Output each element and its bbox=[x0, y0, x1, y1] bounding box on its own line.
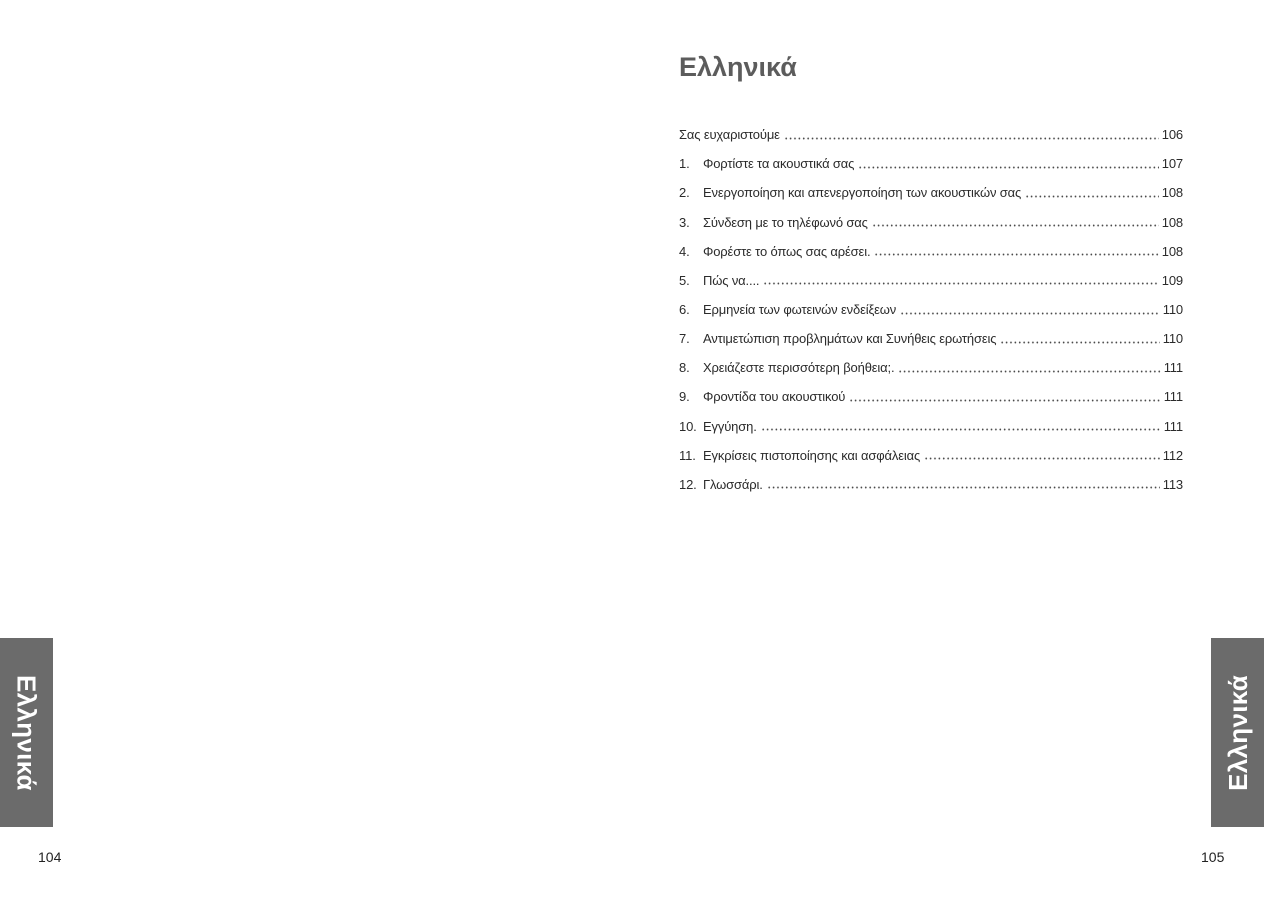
toc-number: 3. bbox=[679, 214, 690, 230]
toc-page-number: 107 bbox=[1161, 156, 1183, 172]
toc-dot-leader bbox=[924, 450, 1160, 460]
language-side-tab-right bbox=[1211, 638, 1264, 827]
toc-dot-leader bbox=[872, 217, 1159, 227]
toc-dot-leader bbox=[874, 246, 1158, 256]
toc-label: Εγκρίσεις πιστοποίησης και ασφάλειας bbox=[703, 447, 921, 463]
page-title: Ελληνικά bbox=[679, 52, 797, 82]
toc-label: Αντιμετώπιση προβλημάτων και Συνήθεις ερωτήσεις bbox=[703, 331, 997, 347]
toc-entry-4[interactable] bbox=[679, 237, 1183, 266]
toc-dot-leader bbox=[767, 479, 1160, 489]
toc-page-number: 109 bbox=[1161, 272, 1183, 288]
toc-entry-8[interactable] bbox=[679, 353, 1183, 382]
page-number-left: 104 bbox=[38, 849, 62, 865]
toc-label: Χρειάζεστε περισσότερη βοήθεια;. bbox=[703, 360, 895, 376]
toc-dot-leader bbox=[763, 275, 1158, 285]
toc-page-number: 106 bbox=[1161, 127, 1183, 143]
toc-number: 2. bbox=[679, 185, 690, 201]
toc-dot-leader bbox=[1025, 188, 1159, 198]
toc-number: 9. bbox=[679, 389, 690, 405]
toc-number: 12. bbox=[679, 476, 697, 492]
toc-dot-leader bbox=[900, 305, 1160, 315]
toc-page-number: 110 bbox=[1162, 331, 1183, 347]
toc-entry-9[interactable] bbox=[679, 382, 1183, 411]
toc-dot-leader bbox=[849, 392, 1160, 402]
toc-label: Ενεργοποίηση και απενεργοποίηση των ακουστικών σας bbox=[703, 185, 1022, 201]
toc-number: 7. bbox=[679, 331, 690, 347]
toc-page-number: 108 bbox=[1161, 243, 1183, 259]
toc-label: Εγγύηση. bbox=[703, 418, 757, 434]
toc-dot-leader bbox=[761, 421, 1161, 431]
toc-page-number: 111 bbox=[1163, 389, 1183, 405]
side-tab-label: Ελληνικά bbox=[11, 674, 42, 791]
toc-page-number: 112 bbox=[1162, 447, 1183, 463]
toc-number: 10. bbox=[679, 418, 697, 434]
toc-dot-leader bbox=[784, 130, 1159, 140]
toc-label: Φορέστε το όπως σας αρέσει. bbox=[703, 243, 871, 259]
toc-page-number: 110 bbox=[1162, 302, 1183, 318]
toc-page-number: 108 bbox=[1161, 185, 1183, 201]
toc-number: 11. bbox=[679, 447, 696, 463]
toc-dot-leader bbox=[898, 363, 1160, 373]
language-side-tab-left bbox=[0, 638, 53, 827]
page-number-right: 105 bbox=[1201, 849, 1225, 865]
toc-label: Φροντίδα του ακουστικού bbox=[703, 389, 846, 405]
toc-entry-11[interactable] bbox=[679, 441, 1183, 470]
toc-entry-3[interactable] bbox=[679, 207, 1183, 236]
toc-entry-7[interactable] bbox=[679, 324, 1183, 353]
toc-page-number: 108 bbox=[1161, 214, 1183, 230]
toc-number: 6. bbox=[679, 302, 690, 318]
toc-dot-leader bbox=[1000, 334, 1159, 344]
toc-label: Γλωσσάρι. bbox=[703, 476, 763, 492]
toc-label: Πώς να.... bbox=[703, 272, 760, 288]
table-of-contents bbox=[679, 120, 1183, 499]
toc-entry-thanks[interactable] bbox=[679, 120, 1183, 149]
toc-label: Σας ευχαριστούμε bbox=[679, 127, 780, 143]
toc-page-number: 111 bbox=[1163, 360, 1183, 376]
toc-page-number: 111 bbox=[1163, 418, 1183, 434]
toc-page-number: 113 bbox=[1162, 476, 1183, 492]
toc-entry-12[interactable] bbox=[679, 470, 1183, 499]
toc-dot-leader bbox=[858, 159, 1159, 169]
toc-label: Σύνδεση με το τηλέφωνό σας bbox=[703, 214, 868, 230]
toc-number: 5. bbox=[679, 272, 690, 288]
toc-number: 4. bbox=[679, 243, 690, 259]
toc-entry-2[interactable] bbox=[679, 178, 1183, 207]
toc-number: 1. bbox=[679, 156, 690, 172]
side-tab-label: Ελληνικά bbox=[1222, 674, 1253, 791]
toc-label: Ερμηνεία των φωτεινών ενδείξεων bbox=[703, 302, 897, 318]
toc-entry-5[interactable] bbox=[679, 266, 1183, 295]
toc-number: 8. bbox=[679, 360, 690, 376]
right-page bbox=[632, 0, 1264, 910]
toc-entry-10[interactable] bbox=[679, 412, 1183, 441]
toc-entry-1[interactable] bbox=[679, 149, 1183, 178]
toc-entry-6[interactable] bbox=[679, 295, 1183, 324]
toc-label: Φορτίστε τα ακουστικά σας bbox=[703, 156, 855, 172]
